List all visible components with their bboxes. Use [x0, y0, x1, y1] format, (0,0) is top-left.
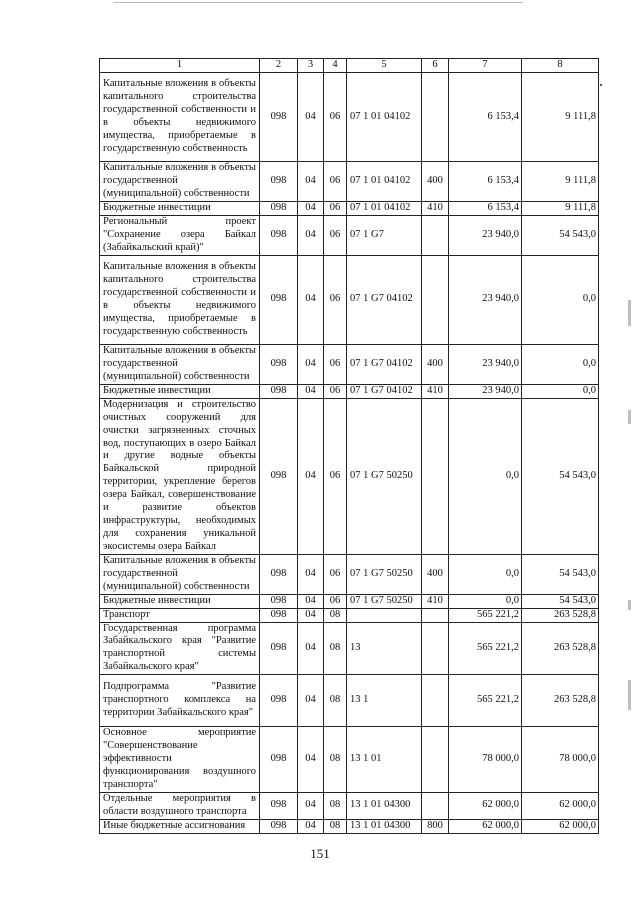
- row-c3-cell: 04: [298, 594, 324, 608]
- row-c7-cell: 565 221,2: [449, 675, 522, 727]
- row-c4-cell: 08: [324, 819, 347, 833]
- table-row: [100, 675, 599, 727]
- row-c6-cell: 800: [422, 819, 449, 833]
- row-c3-cell: 04: [298, 384, 324, 398]
- row-name-cell: Бюджетные инвестиции: [100, 594, 260, 608]
- table-body: [100, 59, 599, 834]
- row-name-cell: Отдельные мероприятия в области воздушного транспорта: [100, 792, 260, 819]
- row-c7-cell: 565 221,2: [449, 622, 522, 675]
- row-c5-cell: 07 1 G7 04102: [347, 344, 422, 384]
- row-c5-cell: 07 1 G7 04102: [347, 384, 422, 398]
- scan-edge-mark: [628, 300, 631, 326]
- row-c5-cell: 13 1: [347, 675, 422, 727]
- row-name-cell: Капитальные вложения в объекты государственной (муниципальной) собственности: [100, 344, 260, 384]
- column-header: 2: [260, 59, 298, 73]
- scan-edge-mark: [628, 410, 631, 424]
- table-row: [100, 727, 599, 793]
- row-c4-cell: 08: [324, 792, 347, 819]
- table-row: [100, 608, 599, 622]
- row-c3-cell: 04: [298, 792, 324, 819]
- column-header: 1: [100, 59, 260, 73]
- row-c7-cell: 23 940,0: [449, 384, 522, 398]
- row-c8-cell: 54 543,0: [522, 554, 599, 594]
- row-c2-cell: 098: [260, 344, 298, 384]
- row-c2-cell: 098: [260, 622, 298, 675]
- row-c6-cell: [422, 608, 449, 622]
- row-c3-cell: 04: [298, 622, 324, 675]
- row-c7-cell: 23 940,0: [449, 255, 522, 344]
- row-c7-cell: 62 000,0: [449, 819, 522, 833]
- row-c2-cell: 098: [260, 384, 298, 398]
- row-name-cell: Капитальные вложения в объекты государственной (муниципальной) собственности: [100, 162, 260, 202]
- row-name-cell: Капитальные вложения в объекты капитального строительства государственной собственности и в объекты недвижимого имущества, приобретаемые в государственную собственность: [100, 73, 260, 162]
- row-c3-cell: 04: [298, 215, 324, 255]
- row-c4-cell: 06: [324, 73, 347, 162]
- row-c7-cell: 62 000,0: [449, 792, 522, 819]
- row-name-cell: Основное мероприятие "Совершенствование эффективности функционирования воздушного транспорта": [100, 727, 260, 793]
- table-row: [100, 73, 599, 162]
- row-c2-cell: 098: [260, 675, 298, 727]
- row-c8-cell: 9 111,8: [522, 73, 599, 162]
- row-c8-cell: 263 528,8: [522, 608, 599, 622]
- row-c4-cell: 06: [324, 215, 347, 255]
- row-c3-cell: 04: [298, 398, 324, 554]
- row-name-cell: Транспорт: [100, 608, 260, 622]
- row-c3-cell: 04: [298, 554, 324, 594]
- row-c7-cell: 23 940,0: [449, 344, 522, 384]
- row-c5-cell: [347, 608, 422, 622]
- row-c4-cell: 06: [324, 162, 347, 202]
- row-c6-cell: [422, 675, 449, 727]
- row-c6-cell: [422, 398, 449, 554]
- row-c8-cell: 0,0: [522, 255, 599, 344]
- row-c5-cell: 07 1 G7 04102: [347, 255, 422, 344]
- row-c4-cell: 06: [324, 202, 347, 216]
- row-c6-cell: 410: [422, 202, 449, 216]
- row-c6-cell: [422, 727, 449, 793]
- table-row: [100, 594, 599, 608]
- row-c5-cell: 13 1 01 04300: [347, 819, 422, 833]
- row-c3-cell: 04: [298, 162, 324, 202]
- row-c7-cell: 565 221,2: [449, 608, 522, 622]
- row-name-cell: Капитальные вложения в объекты капитального строительства государственной собственности и в объекты недвижимого имущества, приобретаемые в государственную собственность: [100, 255, 260, 344]
- row-c2-cell: 098: [260, 608, 298, 622]
- table-row: [100, 554, 599, 594]
- top-rule: [113, 2, 523, 3]
- row-c6-cell: [422, 792, 449, 819]
- row-c8-cell: 54 543,0: [522, 215, 599, 255]
- row-c7-cell: 0,0: [449, 398, 522, 554]
- row-c7-cell: 6 153,4: [449, 162, 522, 202]
- column-header: 8: [522, 59, 599, 73]
- row-c2-cell: 098: [260, 255, 298, 344]
- budget-table: [99, 58, 599, 834]
- row-c2-cell: 098: [260, 594, 298, 608]
- row-c3-cell: 04: [298, 675, 324, 727]
- row-c2-cell: 098: [260, 215, 298, 255]
- row-name-cell: Капитальные вложения в объекты государственной (муниципальной) собственности: [100, 554, 260, 594]
- table-row: [100, 792, 599, 819]
- row-c7-cell: 6 153,4: [449, 202, 522, 216]
- table-row: [100, 215, 599, 255]
- row-name-cell: Государственная программа Забайкальского края "Развитие транспортной системы Забайкальского края": [100, 622, 260, 675]
- row-c4-cell: 08: [324, 608, 347, 622]
- row-c7-cell: 0,0: [449, 594, 522, 608]
- row-c6-cell: 410: [422, 594, 449, 608]
- column-header: 3: [298, 59, 324, 73]
- row-name-cell: Бюджетные инвестиции: [100, 202, 260, 216]
- row-c7-cell: 23 940,0: [449, 215, 522, 255]
- row-c4-cell: 06: [324, 384, 347, 398]
- row-c2-cell: 098: [260, 819, 298, 833]
- row-c6-cell: 400: [422, 554, 449, 594]
- row-c2-cell: 098: [260, 162, 298, 202]
- row-c8-cell: 9 111,8: [522, 202, 599, 216]
- row-c5-cell: 07 1 G7 50250: [347, 398, 422, 554]
- row-c2-cell: 098: [260, 554, 298, 594]
- row-c5-cell: 07 1 G7: [347, 215, 422, 255]
- row-c8-cell: 62 000,0: [522, 792, 599, 819]
- header-row: [100, 59, 599, 73]
- table-row: [100, 255, 599, 344]
- row-name-cell: Региональный проект "Сохранение озера Байкал (Забайкальский край)": [100, 215, 260, 255]
- row-c6-cell: 410: [422, 384, 449, 398]
- column-header: 7: [449, 59, 522, 73]
- row-c2-cell: 098: [260, 792, 298, 819]
- row-c3-cell: 04: [298, 608, 324, 622]
- row-c3-cell: 04: [298, 727, 324, 793]
- scan-edge-mark: [628, 600, 631, 610]
- column-header: 5: [347, 59, 422, 73]
- column-header: 4: [324, 59, 347, 73]
- row-c8-cell: 263 528,8: [522, 675, 599, 727]
- row-c7-cell: 0,0: [449, 554, 522, 594]
- row-name-cell: Иные бюджетные ассигнования: [100, 819, 260, 833]
- row-c4-cell: 08: [324, 675, 347, 727]
- row-name-cell: Бюджетные инвестиции: [100, 384, 260, 398]
- row-c3-cell: 04: [298, 202, 324, 216]
- row-c5-cell: 13 1 01 04300: [347, 792, 422, 819]
- table-row: [100, 162, 599, 202]
- row-c8-cell: 0,0: [522, 344, 599, 384]
- page-number: 151: [310, 846, 330, 861]
- row-c5-cell: 07 1 01 04102: [347, 162, 422, 202]
- row-c6-cell: [422, 215, 449, 255]
- row-c3-cell: 04: [298, 344, 324, 384]
- row-c6-cell: [422, 622, 449, 675]
- table-row: [100, 344, 599, 384]
- row-c5-cell: 13: [347, 622, 422, 675]
- row-c7-cell: 6 153,4: [449, 73, 522, 162]
- row-c3-cell: 04: [298, 819, 324, 833]
- row-c4-cell: 06: [324, 398, 347, 554]
- row-name-cell: Модернизация и строительство очистных сооружений для очистки загрязненных сточных вод, поступающих в озеро Байкал и другие водные объекты Байкальской природной территории, укрепление берегов озера Байкал, совершенствование и развитие объектов инфраструктуры, необходимых для сохранения уникальной экосистемы озера Байкал: [100, 398, 260, 554]
- scan-edge-mark: [628, 680, 631, 710]
- row-c8-cell: 62 000,0: [522, 819, 599, 833]
- row-c4-cell: 06: [324, 255, 347, 344]
- row-c8-cell: 9 111,8: [522, 162, 599, 202]
- table-row: [100, 819, 599, 833]
- row-c3-cell: 04: [298, 73, 324, 162]
- row-c8-cell: 54 543,0: [522, 594, 599, 608]
- row-c2-cell: 098: [260, 202, 298, 216]
- row-c3-cell: 04: [298, 255, 324, 344]
- row-c7-cell: 78 000,0: [449, 727, 522, 793]
- row-c8-cell: 263 528,8: [522, 622, 599, 675]
- table-row: [100, 622, 599, 675]
- table-row: [100, 384, 599, 398]
- row-c4-cell: 08: [324, 622, 347, 675]
- scan-speck: [600, 84, 602, 86]
- row-c8-cell: 0,0: [522, 384, 599, 398]
- row-name-cell: Подпрограмма "Развитие транспортного комплекса на территории Забайкальского края": [100, 675, 260, 727]
- row-c5-cell: 07 1 G7 50250: [347, 554, 422, 594]
- row-c4-cell: 06: [324, 344, 347, 384]
- row-c4-cell: 06: [324, 554, 347, 594]
- row-c6-cell: [422, 255, 449, 344]
- column-header: 6: [422, 59, 449, 73]
- row-c6-cell: 400: [422, 344, 449, 384]
- row-c5-cell: 07 1 01 04102: [347, 73, 422, 162]
- row-c5-cell: 07 1 G7 50250: [347, 594, 422, 608]
- table-row: [100, 398, 599, 554]
- row-c8-cell: 78 000,0: [522, 727, 599, 793]
- row-c4-cell: 08: [324, 727, 347, 793]
- row-c2-cell: 098: [260, 398, 298, 554]
- row-c8-cell: 54 543,0: [522, 398, 599, 554]
- row-c5-cell: 13 1 01: [347, 727, 422, 793]
- row-c2-cell: 098: [260, 727, 298, 793]
- table-row: [100, 202, 599, 216]
- row-c6-cell: [422, 73, 449, 162]
- row-c4-cell: 06: [324, 594, 347, 608]
- row-c5-cell: 07 1 01 04102: [347, 202, 422, 216]
- row-c6-cell: 400: [422, 162, 449, 202]
- row-c2-cell: 098: [260, 73, 298, 162]
